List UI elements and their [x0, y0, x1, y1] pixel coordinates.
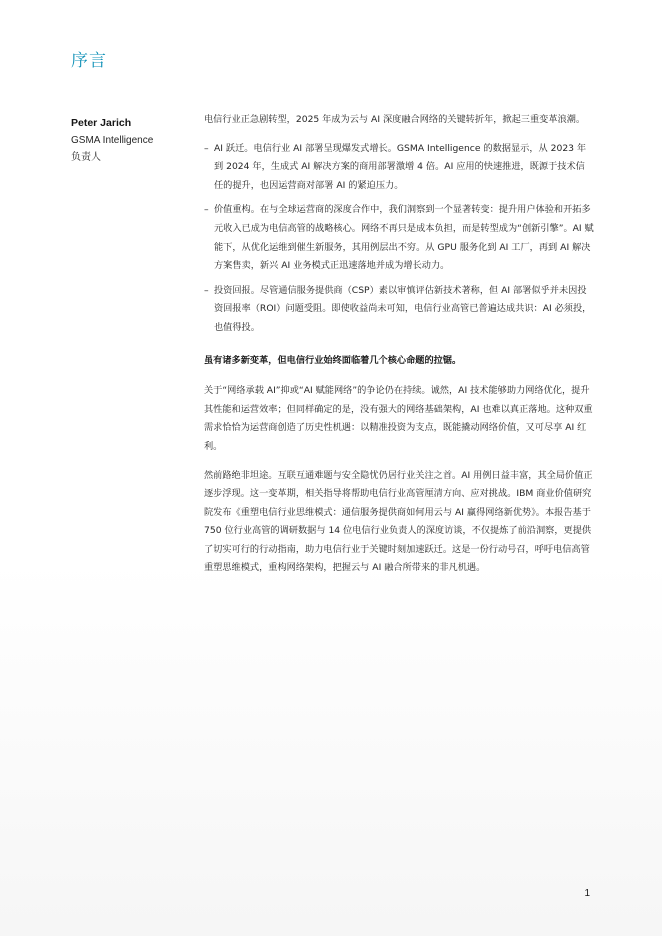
dash-icon: –: [204, 284, 209, 296]
bold-statement: 虽有诸多新变革，但电信行业始终面临着几个核心命题的拉锯。: [204, 354, 462, 366]
intro-paragraph: 电信行业正急剧转型，2025 年成为云与 AI 深度融合网络的关键转折年，掀起三重变革浪潮。: [204, 114, 586, 125]
list-item-text: 投资回报。尽管通信服务提供商（CSP）素以审慎评估新技术著称，但 AI 部署似乎并未因投资回报率（ROI）问题受阻。即使收益尚未可知，电信行业高管已普遍达成共识：AI 必须投，也值得投。: [214, 284, 592, 333]
author-role: 负责人: [71, 152, 101, 163]
author-name: Peter Jarich: [71, 117, 132, 129]
dash-icon: –: [204, 142, 209, 154]
list-item: [204, 201, 594, 275]
page-number: 1: [584, 888, 590, 899]
list-item: [204, 140, 594, 196]
list-item-text: 价值重构。在与全球运营商的深度合作中，我们洞察到一个显著转变：提升用户体验和开拓多元收入已成为电信高管的战略核心。网络不再只是成本负担，而是转型成为“创新引擎”。AI 赋能下，从优化运维到催生新服务，其用例层出不穷。从 GPU 服务化到 AI 工厂，再到 AI 解决方案售卖，新兴 AI 业务模式正迅速落地并成为增长动力。: [214, 204, 594, 272]
body-content: [204, 111, 594, 588]
section-title: 序言: [71, 51, 107, 71]
list-item-text: AI 跃迁。电信行业 AI 部署呈现爆发式增长。GSMA Intelligence 的数据显示，从 2023 年到 2024 年，生成式 AI 解决方案的商用部署激增 4 倍。AI 应用的快速推进，既源于技术信任的提升，也因运营商对部署 AI 的紧迫压力。: [214, 142, 587, 191]
list-item: [204, 282, 594, 338]
body-paragraph-1: 关于“网络承载 AI”抑或“AI 赋能网络”的争论仍在持续。诚然，AI 技术能够助力网络优化，提升其性能和运营效率；但同样确定的是，没有强大的网络基础架构，AI 也难以真正落地。这种双重需求恰恰为运营商创造了历史性机遇：以精准投资为支点，既能撬动网络价值，又可尽享 AI 红利。: [204, 385, 593, 452]
author-org: GSMA Intelligence: [71, 135, 154, 146]
body-paragraph-2: 然前路绝非坦途。互联互通难题与安全隐忧仍居行业关注之首。AI 用例日益丰富，其全局价值正逐步浮现。这一变革期，相关指导将帮助电信行业高管厘清方向、应对挑战。IBM 商业价值研究院发布《重塑电信行业思维模式：通信服务提供商如何用云与 AI 赢得网络新优势》。本报告基于 750 位行业高管的调研数据与 14 位电信行业负责人的深度访谈，不仅提炼了前沿洞察，更提供了切实可行的行动指南，助力电信行业于关键时刻加速跃迁。这是一份行动号召，呼吁电信高管重塑思维模式，重构网络架构，把握云与 AI 融合所带来的非凡机遇。: [204, 469, 593, 574]
bullet-list: [204, 140, 594, 338]
author-block: [71, 115, 191, 166]
dash-icon: –: [204, 204, 209, 216]
